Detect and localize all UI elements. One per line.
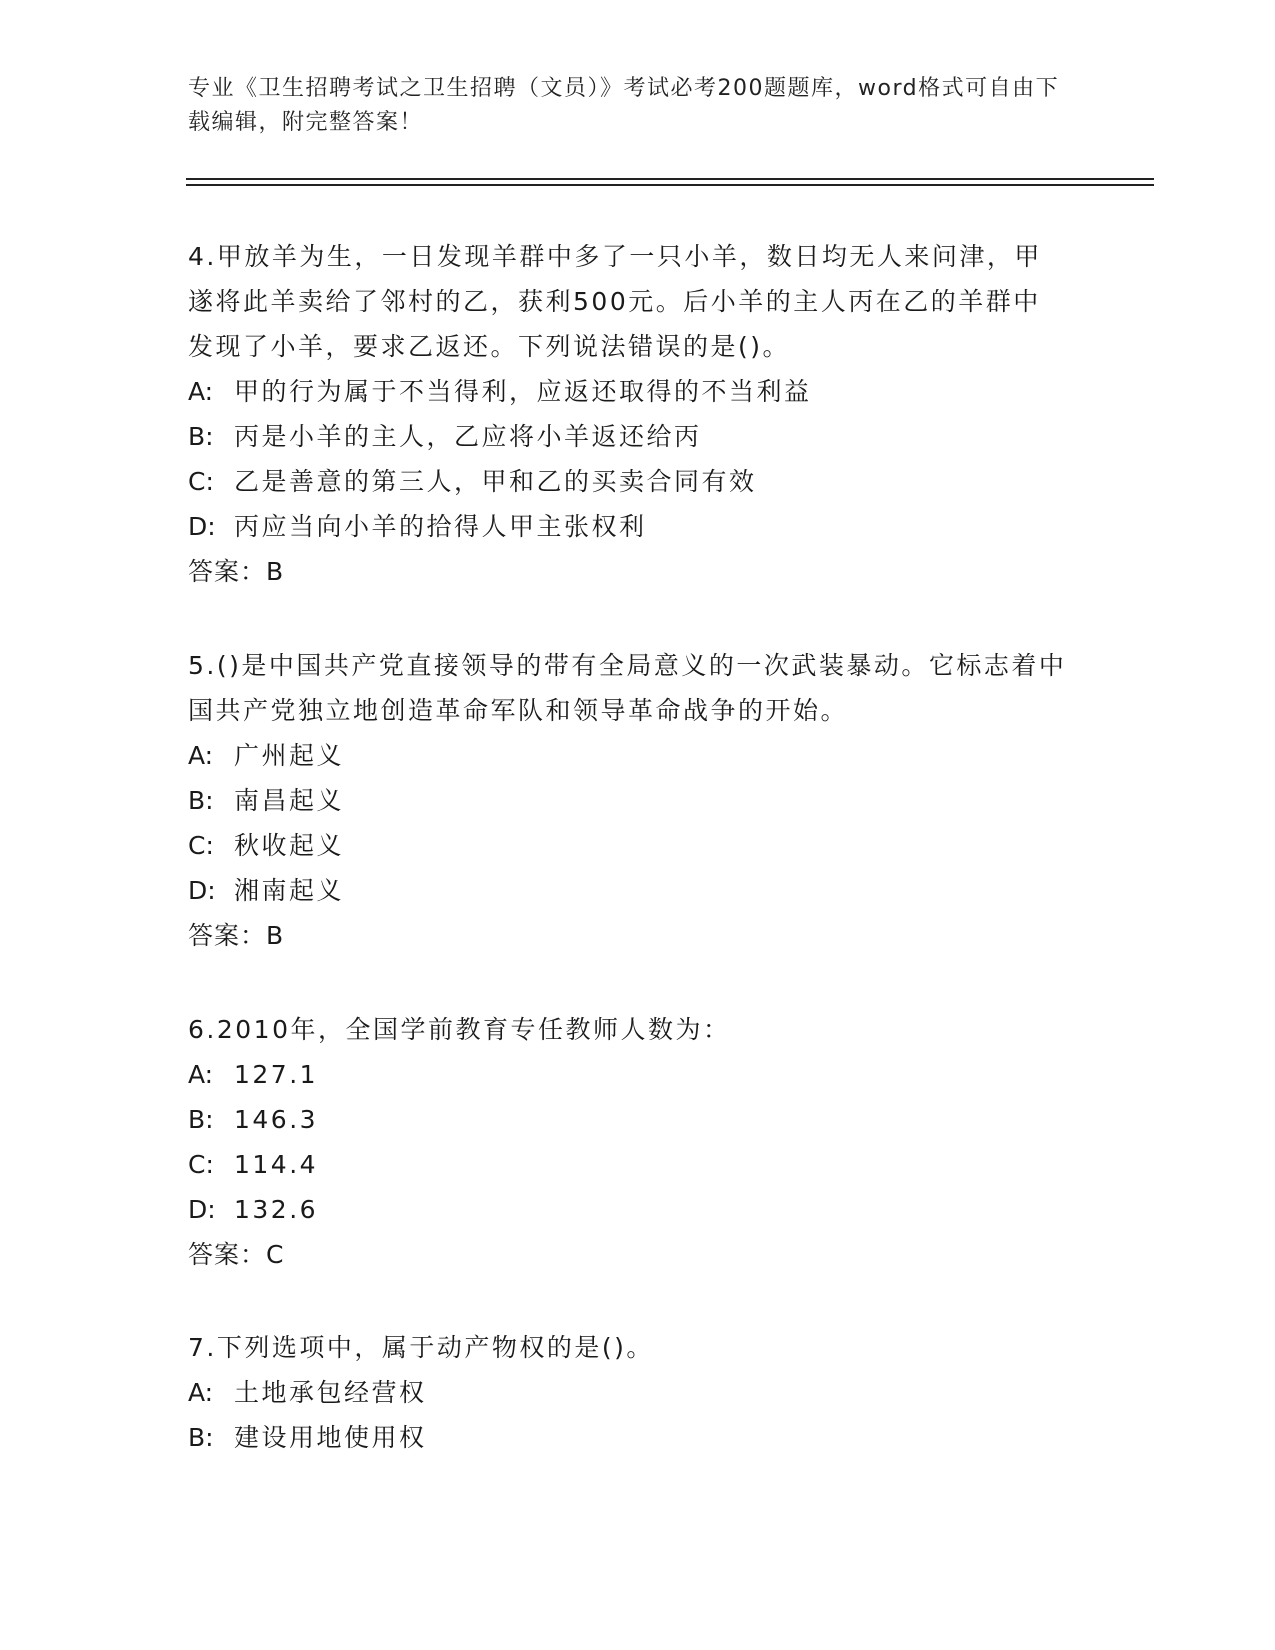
option-key: D: (188, 512, 216, 541)
option-d (188, 868, 1068, 913)
header-divider-bottom (186, 184, 1154, 186)
option-c (188, 823, 1068, 868)
answer-line: 答案：C (188, 1240, 285, 1269)
question-stem: 6.2010年，全国学前教育专任教师人数为： (188, 1015, 731, 1044)
option-key: B: (188, 1105, 214, 1134)
question-6 (188, 1007, 1068, 1277)
option-c (188, 1142, 1068, 1187)
option-b (188, 414, 1068, 459)
option-text: 土地承包经营权 (234, 1378, 427, 1407)
option-d (188, 1187, 1068, 1232)
option-key: A: (188, 1060, 214, 1089)
option-key: A: (188, 741, 214, 770)
option-text: 114.4 (234, 1150, 319, 1179)
option-key: C: (188, 1150, 214, 1179)
question-stem: 7.下列选项中，属于动产物权的是()。 (188, 1333, 654, 1362)
option-key: D: (188, 876, 216, 905)
option-key: C: (188, 831, 214, 860)
option-text: 广州起义 (234, 741, 345, 770)
option-text: 乙是善意的第三人，甲和乙的买卖合同有效 (234, 467, 757, 496)
option-key: D: (188, 1195, 216, 1224)
header-note: 专业《卫生招聘考试之卫生招聘（文员）》考试必考200题题库，word格式可自由下载编辑，附完整答案！ (188, 76, 1060, 135)
option-text: 146.3 (234, 1105, 319, 1134)
option-key: A: (188, 1378, 214, 1407)
option-text: 湘南起义 (234, 876, 345, 905)
option-key: B: (188, 422, 214, 451)
question-4 (188, 234, 1068, 594)
option-b (188, 1415, 1068, 1460)
option-key: B: (188, 1423, 214, 1452)
option-text: 秋收起义 (234, 831, 345, 860)
answer-line: 答案：B (188, 557, 285, 586)
option-a (188, 1370, 1068, 1415)
option-text: 丙应当向小羊的拾得人甲主张权利 (234, 512, 647, 541)
option-text: 建设用地使用权 (234, 1423, 427, 1452)
option-key: A: (188, 377, 214, 406)
option-text: 127.1 (234, 1060, 319, 1089)
option-key: B: (188, 786, 214, 815)
option-text: 南昌起义 (234, 786, 345, 815)
option-a (188, 369, 1068, 414)
header-divider-top (186, 178, 1154, 180)
question-5 (188, 643, 1068, 958)
option-d (188, 504, 1068, 549)
option-b (188, 1097, 1068, 1142)
question-stem: 5.()是中国共产党直接领导的带有全局意义的一次武装暴动。它标志着中国共产党独立地创造革命军队和领导革命战争的开始。 (188, 651, 1067, 725)
answer-line: 答案：B (188, 921, 285, 950)
option-b (188, 778, 1068, 823)
option-c (188, 459, 1068, 504)
option-text: 甲的行为属于不当得利，应返还取得的不当利益 (234, 377, 812, 406)
question-7 (188, 1325, 1068, 1460)
option-text: 132.6 (234, 1195, 319, 1224)
option-text: 丙是小羊的主人，乙应将小羊返还给丙 (234, 422, 702, 451)
question-stem: 4.甲放羊为生，一日发现羊群中多了一只小羊，数日均无人来问津，甲遂将此羊卖给了邻村的乙，获利500元。后小羊的主人丙在乙的羊群中发现了小羊，要求乙返还。下列说法错误的是()。 (188, 242, 1042, 361)
option-a (188, 1052, 1068, 1097)
option-key: C: (188, 467, 214, 496)
option-a (188, 733, 1068, 778)
